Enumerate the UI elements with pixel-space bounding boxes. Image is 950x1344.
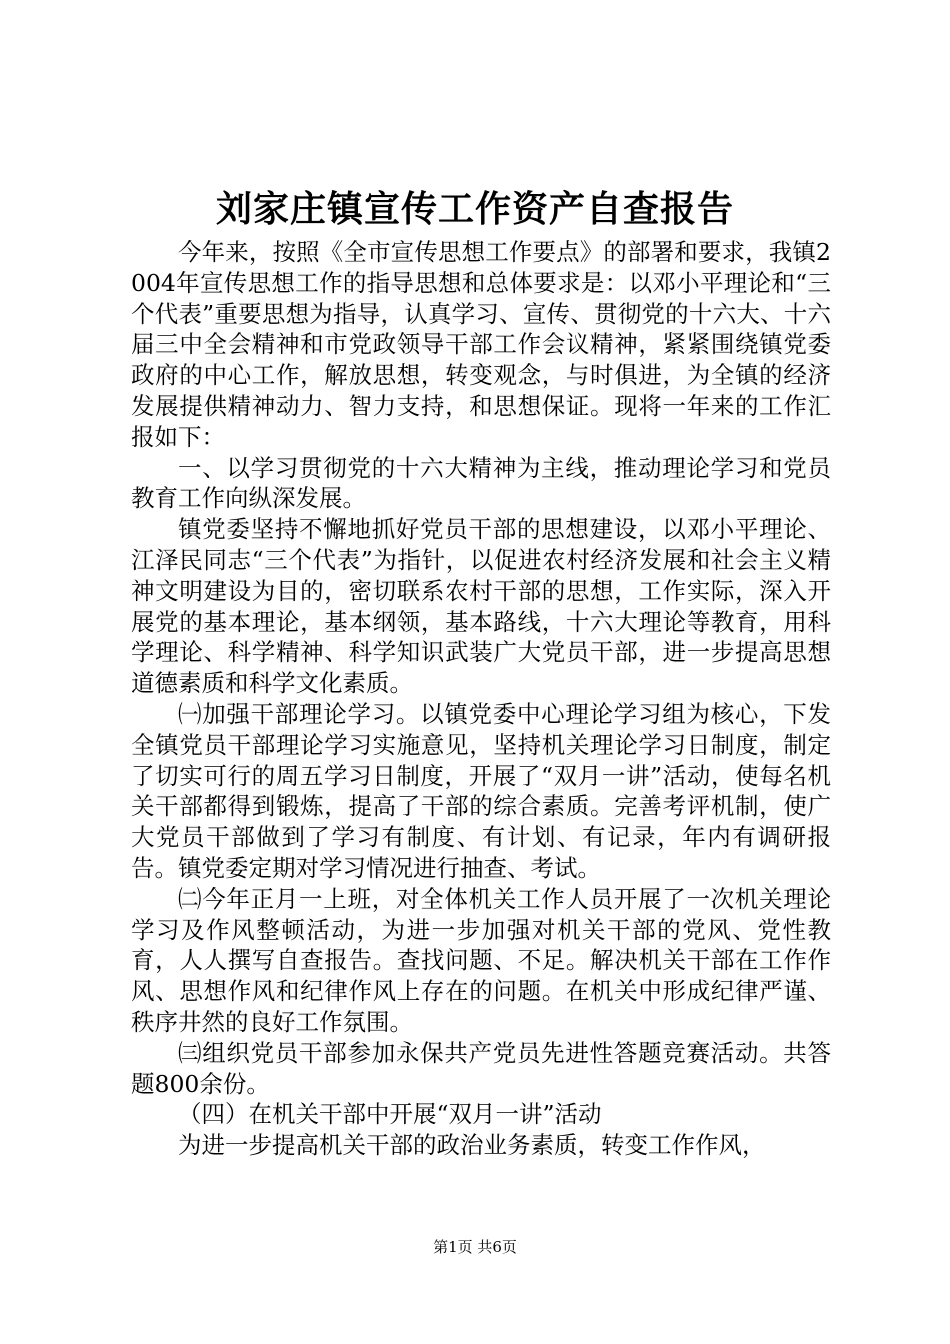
document-title: 刘家庄镇宣传工作资产自查报告 <box>215 188 734 230</box>
paragraph-item-4-heading: （四）在机关干部中开展“双月一讲”活动 <box>178 1100 602 1129</box>
paragraph-intro: 今年来，按照《全市宣传思想工作要点》的部署和要求，我镇2004年宣传思想工作的指导思想和总体要求是：以邓小平理论和“三个代表”重要思想为指导，认真学习、宣传、贯彻党的十六大、十六届三中全会精神和市党政领导干部工作会议精神，紧紧围绕镇党委政府的中心工作，解放思想，转变观念，与时俱进，为全镇的经济发展提供精神动力、智力支持，和思想保证。现将一年来的工作汇报如下： <box>131 238 831 451</box>
paragraph-item-1: ㈠加强干部理论学习。以镇党委中心理论学习组为核心，下发全镇党员干部理论学习实施意见，坚持机关理论学习日制度，制定了切实可行的周五学习日制度，开展了“双月一讲”活动，使每名机关干部都得到锻炼，提高了干部的综合素质。完善考评机制，使广大党员干部做到了学习有制度、有计划、有记录，年内有调研报告。镇党委定期对学习情况进行抽查、考试。 <box>131 699 831 882</box>
paragraph-party-building: 镇党委坚持不懈地抓好党员干部的思想建设，以邓小平理论、江泽民同志“三个代表”为指针，以促进农村经济发展和社会主义精神文明建设为目的，密切联系农村干部的思想，工作实际，深入开展党的基本理论，基本纲领，基本路线，十六大理论等教育，用科学理论、科学精神、科学知识武装广大党员干部，进一步提高思想道德素质和科学文化素质。 <box>131 515 831 698</box>
paragraph-item-2: ㈡今年正月一上班，对全体机关工作人员开展了一次机关理论学习及作风整顿活动，为进一步加强对机关干部的党风、党性教育，人人撰写自查报告。查找问题、不足。解决机关干部在工作作风、思想作风和纪律作风上存在的问题。在机关中形成纪律严谨、秩序井然的良好工作氛围。 <box>131 884 831 1036</box>
document-body <box>131 237 831 1161</box>
paragraph-item-3: ㈢组织党员干部参加永保共产党员先进性答题竞赛活动。共答题800余份。 <box>131 1038 831 1098</box>
page-footer: 第1页 共6页 <box>433 1238 517 1256</box>
paragraph-item-4-text: 为进一步提高机关干部的政治业务素质，转变工作作风， <box>178 1131 766 1160</box>
section-heading-1: 一、以学习贯彻党的十六大精神为主线，推动理论学习和党员教育工作向纵深发展。 <box>131 453 831 513</box>
